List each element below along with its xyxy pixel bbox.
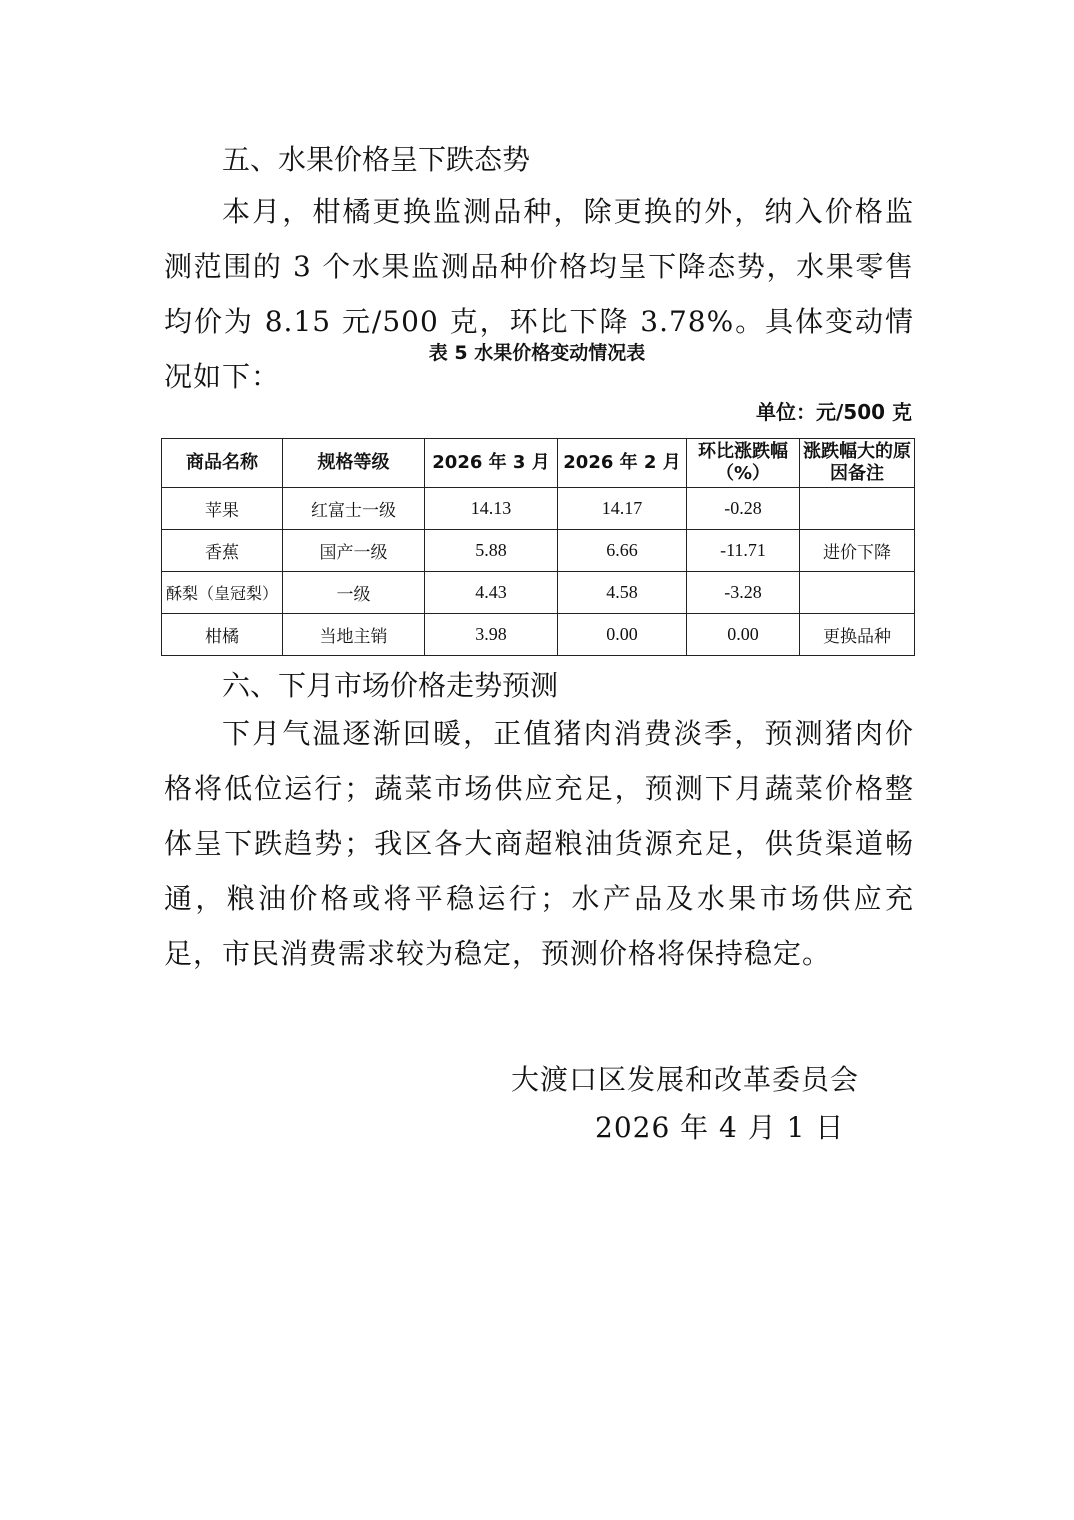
- cell-february: 14.17: [558, 488, 687, 530]
- header-change: 环比涨跌幅（%）: [687, 439, 800, 488]
- cell-spec: 红富士一级: [283, 488, 425, 530]
- section-6-paragraph: 下月气温逐渐回暖，正值猪肉消费淡季，预测猪肉价格将低位运行；蔬菜市场供应充足，预测下月蔬菜价格整体呈下跌趋势；我区各大商超粮油货源充足，供货渠道畅通，粮油价格或将平稳运行；水产品及水果市场供应充足，市民消费需求较为稳定，预测价格将保持稳定。: [164, 717, 914, 970]
- cell-change: -0.28: [687, 488, 800, 530]
- table-row: [162, 572, 915, 614]
- cell-remark: [800, 488, 915, 530]
- signature-date: 2026 年 4 月 1 日: [595, 1111, 845, 1144]
- table-row: [162, 530, 915, 572]
- cell-change: -3.28: [687, 572, 800, 614]
- cell-spec: 一级: [283, 572, 425, 614]
- cell-change: 0.00: [687, 614, 800, 656]
- cell-change: -11.71: [687, 530, 800, 572]
- header-product: 商品名称: [162, 439, 283, 488]
- signature-organization: 大渡口区发展和改革委员会: [511, 1063, 860, 1096]
- cell-march: 4.43: [425, 572, 558, 614]
- cell-march: 14.13: [425, 488, 558, 530]
- cell-product: 香蕉: [162, 530, 283, 572]
- fruit-price-table: [161, 438, 915, 656]
- cell-spec: 国产一级: [283, 530, 425, 572]
- cell-february: 0.00: [558, 614, 687, 656]
- cell-remark: 更换品种: [800, 614, 915, 656]
- table-unit: 单位：元/500 克: [755, 400, 912, 424]
- cell-product: 苹果: [162, 488, 283, 530]
- cell-march: 3.98: [425, 614, 558, 656]
- cell-remark: 进价下降: [800, 530, 915, 572]
- section-5-heading: 五、水果价格呈下跌态势: [222, 143, 531, 176]
- cell-product: 酥梨（皇冠梨）: [162, 572, 283, 614]
- table-caption: 表 5 水果价格变动情况表: [428, 342, 646, 364]
- table-row: [162, 488, 915, 530]
- header-march: 2026 年 3 月: [425, 439, 558, 488]
- cell-march: 5.88: [425, 530, 558, 572]
- cell-product: 柑橘: [162, 614, 283, 656]
- header-spec: 规格等级: [283, 439, 425, 488]
- cell-february: 4.58: [558, 572, 687, 614]
- section-5-paragraph: 本月，柑橘更换监测品种，除更换的外，纳入价格监测范围的 3 个水果监测品种价格均呈下降态势，水果零售均价为 8.15 元/500 克，环比下降 3.78%。具体变动情况如下：: [164, 195, 914, 393]
- header-remark: 涨跌幅大的原因备注: [800, 439, 915, 488]
- cell-spec: 当地主销: [283, 614, 425, 656]
- cell-remark: [800, 572, 915, 614]
- section-6-heading: 六、下月市场价格走势预测: [222, 669, 559, 702]
- table-row: [162, 614, 915, 656]
- table-header-row: [162, 439, 915, 488]
- header-february: 2026 年 2 月: [558, 439, 687, 488]
- cell-february: 6.66: [558, 530, 687, 572]
